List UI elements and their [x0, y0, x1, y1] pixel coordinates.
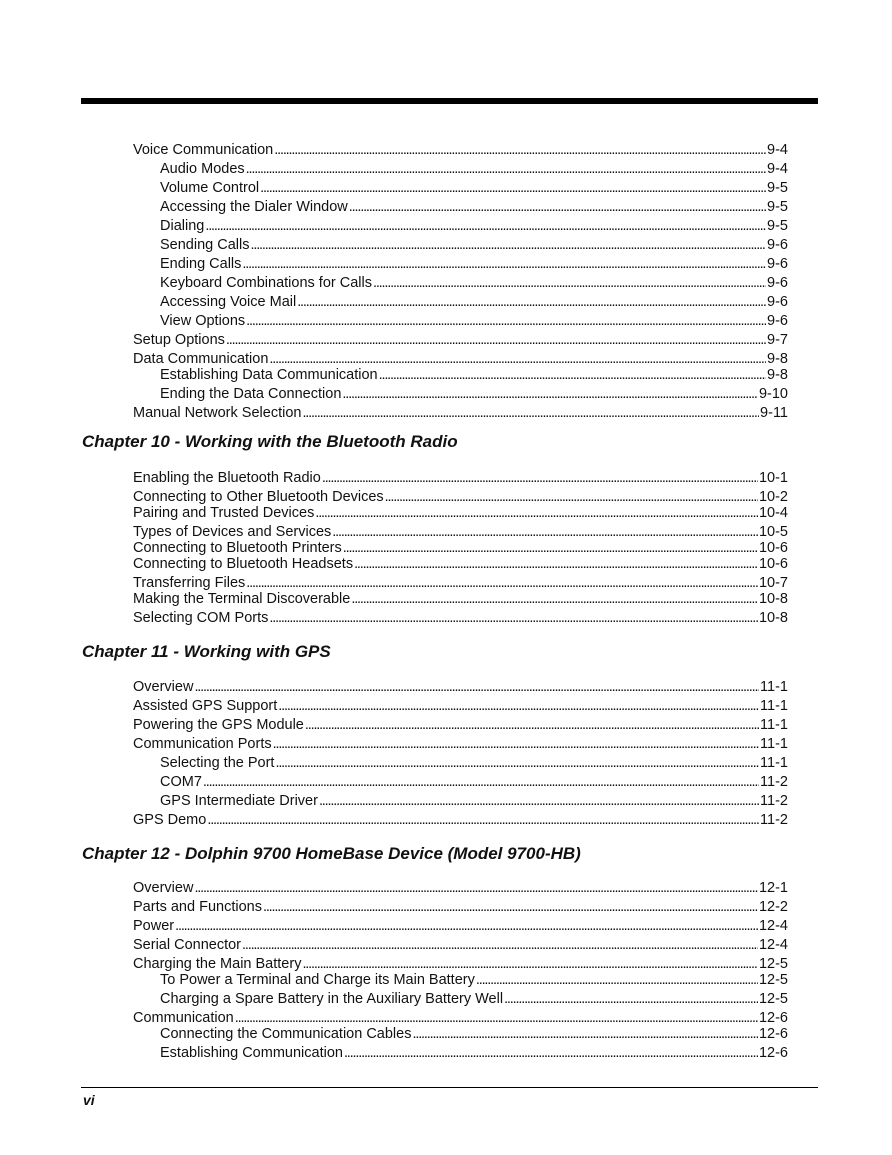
toc-entry-title: Power [133, 918, 175, 934]
toc-entry[interactable] [133, 917, 788, 935]
toc-entry-page: 9-4 [767, 142, 788, 158]
chapter-heading: Chapter 12 - Dolphin 9700 HomeBase Device (Model 9700-HB) [82, 844, 581, 863]
dot-leader [504, 990, 758, 1008]
toc-entry[interactable] [133, 879, 788, 897]
toc-entry-title: Establishing Communication [160, 1045, 343, 1061]
bottom-rule [81, 1087, 818, 1088]
toc-entry[interactable] [160, 198, 788, 216]
chapter-heading: Chapter 11 - Working with GPS [82, 642, 331, 661]
dot-leader [302, 404, 759, 422]
dot-leader [242, 936, 758, 954]
toc-entry[interactable] [133, 735, 788, 753]
dot-leader [315, 504, 758, 522]
dot-leader [379, 366, 766, 384]
toc-entry-title: Pairing and Trusted Devices [133, 505, 315, 521]
toc-entry[interactable] [133, 811, 788, 829]
toc-entry-page: 11-2 [760, 774, 788, 790]
toc-entry-title: Manual Network Selection [133, 405, 302, 421]
dot-leader [269, 609, 758, 627]
toc-entry-page: 12-5 [758, 972, 788, 988]
toc-entry-title: Establishing Data Communication [160, 367, 378, 383]
toc-entry-page: 10-1 [758, 470, 788, 486]
chapter-heading: Chapter 10 - Working with the Bluetooth Radio [82, 432, 458, 451]
toc-entry-title: Communication [133, 1010, 234, 1026]
dot-leader [175, 917, 758, 935]
toc-entry-page: 11-2 [760, 793, 788, 809]
toc-entry[interactable] [160, 385, 788, 403]
toc-entry-page: 9-5 [767, 199, 788, 215]
dot-leader [412, 1025, 757, 1043]
toc-entry-title: Overview [133, 679, 194, 695]
toc-entry-title: Parts and Functions [133, 899, 262, 915]
toc-entry-page: 9-6 [767, 237, 788, 253]
toc-entry-page: 10-8 [758, 610, 788, 626]
toc-entry[interactable] [160, 236, 788, 254]
dot-leader [351, 590, 758, 608]
toc-entry-page: 10-2 [758, 489, 788, 505]
toc-entry[interactable] [133, 898, 788, 916]
dot-leader [274, 141, 766, 159]
toc-entry-title: Charging the Main Battery [133, 956, 302, 972]
toc-entry-page: 9-6 [767, 313, 788, 329]
toc-entry[interactable] [133, 555, 788, 573]
toc-entry[interactable] [133, 678, 788, 696]
toc-entry[interactable] [160, 312, 788, 330]
toc-entry[interactable] [133, 697, 788, 715]
toc-entry-page: 9-8 [767, 367, 788, 383]
toc-entry[interactable] [133, 469, 788, 487]
toc-entry-title: Voice Communication [133, 142, 274, 158]
toc-entry-page: 11-1 [760, 736, 788, 752]
dot-leader [342, 385, 758, 403]
toc-entry-page: 10-6 [758, 540, 788, 556]
toc-entry-title: Keyboard Combinations for Calls [160, 275, 372, 291]
dot-leader [344, 1044, 758, 1062]
dot-leader [319, 792, 759, 810]
toc-entry[interactable] [160, 255, 788, 273]
toc-entry-title: Types of Devices and Services [133, 524, 332, 540]
dot-leader [246, 312, 766, 330]
dot-leader [260, 179, 766, 197]
toc-entry-title: Enabling the Bluetooth Radio [133, 470, 321, 486]
dot-leader [226, 331, 766, 349]
dot-leader [373, 274, 766, 292]
toc-entry-page: 9-7 [767, 332, 788, 348]
toc-entry-page: 9-4 [767, 161, 788, 177]
dot-leader [194, 678, 759, 696]
dot-leader [273, 735, 759, 753]
toc-entry[interactable] [133, 504, 788, 522]
toc-entry-title: Powering the GPS Module [133, 717, 304, 733]
toc-entry[interactable] [160, 274, 788, 292]
toc-entry[interactable] [160, 754, 788, 772]
toc-entry-title: Assisted GPS Support [133, 698, 278, 714]
toc-entry-title: View Options [160, 313, 246, 329]
toc-entry[interactable] [160, 217, 788, 235]
toc-entry-title: Dialing [160, 218, 205, 234]
toc-entry[interactable] [160, 971, 788, 989]
dot-leader [263, 898, 758, 916]
toc-entry[interactable] [133, 141, 788, 159]
toc-entry[interactable] [160, 1044, 788, 1062]
toc-entry-page: 9-6 [767, 294, 788, 310]
toc-entry[interactable] [133, 590, 788, 608]
toc-entry[interactable] [133, 331, 788, 349]
toc-entry-page: 9-6 [767, 275, 788, 291]
toc-entry-page: 9-5 [767, 218, 788, 234]
toc-entry-title: Charging a Spare Battery in the Auxiliary Battery Well [160, 991, 504, 1007]
dot-leader [203, 773, 759, 791]
toc-entry[interactable] [160, 160, 788, 178]
toc-entry-page: 12-6 [758, 1010, 788, 1026]
top-rule [81, 98, 818, 104]
toc-entry-page: 11-1 [760, 679, 788, 695]
toc-entry-title: Connecting to Bluetooth Printers [133, 540, 342, 556]
dot-leader [205, 217, 766, 235]
toc-entry-title: Accessing the Dialer Window [160, 199, 348, 215]
toc-entry[interactable] [133, 609, 788, 627]
toc-entry-page: 9-6 [767, 256, 788, 272]
toc-entry-page: 12-2 [758, 899, 788, 915]
toc-entry-page: 10-5 [758, 524, 788, 540]
toc-entry-title: Ending the Data Connection [160, 386, 342, 402]
dot-leader [349, 198, 766, 216]
toc-entry-page: 9-5 [767, 180, 788, 196]
toc-entry-title: Connecting to Other Bluetooth Devices [133, 489, 384, 505]
toc-entry[interactable] [133, 404, 788, 422]
toc-entry-page: 10-7 [758, 575, 788, 591]
dot-leader [354, 555, 758, 573]
toc-entry-title: GPS Intermediate Driver [160, 793, 318, 809]
toc-entry-title: Accessing Voice Mail [160, 294, 297, 310]
toc-entry-page: 12-4 [758, 918, 788, 934]
toc-entry-page: 12-4 [758, 937, 788, 953]
toc-entry-title: Selecting the Port [160, 755, 275, 771]
toc-entry-page: 9-8 [767, 351, 788, 367]
toc-entry-title: Setup Options [133, 332, 225, 348]
toc-entry-title: Data Communication [133, 351, 269, 367]
toc-entry-page: 11-1 [760, 755, 788, 771]
toc-entry-page: 10-6 [758, 556, 788, 572]
toc-entry-page: 12-5 [758, 956, 788, 972]
dot-leader [246, 160, 766, 178]
toc-entry-page: 10-4 [758, 505, 788, 521]
dot-leader [322, 469, 758, 487]
toc-entry-page: 11-1 [760, 717, 788, 733]
toc-entry[interactable] [133, 716, 788, 734]
dot-leader [207, 811, 759, 829]
toc-entry-title: GPS Demo [133, 812, 207, 828]
toc-entry-title: Connecting the Communication Cables [160, 1026, 412, 1042]
toc-entry-title: Communication Ports [133, 736, 272, 752]
toc-entry-title: To Power a Terminal and Charge its Main Battery [160, 972, 475, 988]
toc-entry-page: 9-10 [758, 386, 788, 402]
dot-leader [275, 754, 759, 772]
toc-entry-title: Transferring Files [133, 575, 246, 591]
page-number: vi [83, 1092, 95, 1108]
dot-leader [250, 236, 766, 254]
toc-entry-page: 12-5 [758, 991, 788, 1007]
toc-entry-title: Making the Terminal Discoverable [133, 591, 351, 607]
toc-entry-page: 10-8 [758, 591, 788, 607]
toc-entry-page: 9-11 [760, 405, 788, 421]
toc-entry[interactable] [160, 792, 788, 810]
toc-entry[interactable] [160, 990, 788, 1008]
toc-entry-title: Sending Calls [160, 237, 250, 253]
toc-entry[interactable] [160, 773, 788, 791]
toc-entry[interactable] [160, 293, 788, 311]
toc-entry-title: Serial Connector [133, 937, 241, 953]
toc-entry[interactable] [160, 366, 788, 384]
toc-entry-page: 12-6 [758, 1026, 788, 1042]
dot-leader [305, 716, 759, 734]
toc-entry-title: Connecting to Bluetooth Headsets [133, 556, 354, 572]
toc-entry-title: Ending Calls [160, 256, 242, 272]
toc-entry-title: COM7 [160, 774, 202, 790]
toc-entry-page: 12-6 [758, 1045, 788, 1061]
toc-entry-title: Audio Modes [160, 161, 245, 177]
toc-entry[interactable] [160, 1025, 788, 1043]
dot-leader [242, 255, 766, 273]
dot-leader [297, 293, 766, 311]
dot-leader [194, 879, 758, 897]
toc-entry-title: Overview [133, 880, 194, 896]
dot-leader [476, 971, 758, 989]
toc-entry[interactable] [160, 179, 788, 197]
toc-entry-title: Volume Control [160, 180, 260, 196]
toc-entry-title: Selecting COM Ports [133, 610, 269, 626]
toc-entry[interactable] [133, 936, 788, 954]
toc-entry-page: 12-1 [758, 880, 788, 896]
toc-entry-page: 11-1 [760, 698, 788, 714]
dot-leader [278, 697, 759, 715]
toc-entry-page: 11-2 [760, 812, 788, 828]
